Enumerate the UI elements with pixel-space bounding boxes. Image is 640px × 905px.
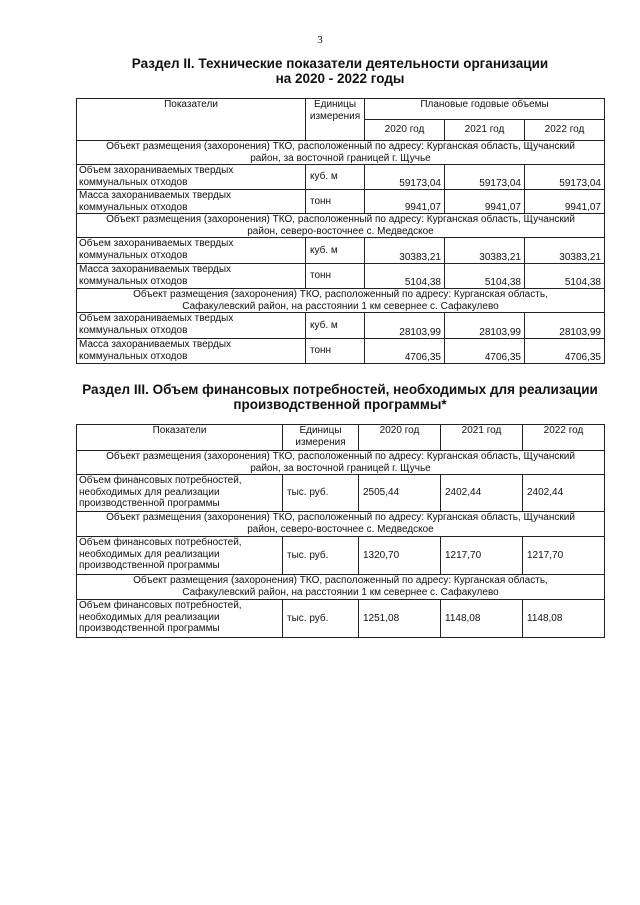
table-row: [77, 600, 605, 638]
value-2022: 5104,38: [525, 264, 605, 289]
value-2021: 4706,35: [445, 339, 525, 364]
header-units: [306, 99, 365, 141]
indicator-name-line2: необходимых для реализации: [79, 548, 220, 560]
indicator-name: [77, 537, 283, 575]
value-2020: 59173,04: [365, 165, 445, 190]
object-title-line2: район, за восточной границей г. Щучье: [250, 152, 431, 164]
indicator-name-line2: коммунальных отходов: [79, 201, 188, 213]
value-2020: 28103,99: [365, 313, 445, 339]
header-year-2020: 2020 год: [365, 120, 445, 141]
section-2-title-line2: на 2020 - 2022 годы: [275, 71, 405, 86]
indicator-name-line1: Объем финансовых потребностей,: [79, 537, 242, 548]
value-2022: 1217,70: [523, 537, 605, 575]
section-3-title: [70, 382, 610, 412]
indicator-name-line3: производственной программы: [79, 623, 220, 634]
table-row: [77, 313, 605, 339]
value-2022: 28103,99: [525, 313, 605, 339]
object-title-line2: Сафакулевский район, на расстоянии 1 км севернее с. Сафакулево: [182, 586, 499, 598]
object-title-row: [77, 289, 605, 313]
table-row: [77, 190, 605, 214]
object-title-line1: Объект размещения (захоронения) ТКО, расположенный по адресу: Курганская область,: [133, 575, 548, 586]
table-row: [77, 475, 605, 512]
value-2021: 1148,08: [441, 600, 523, 638]
indicator-name-line3: производственной программы: [79, 560, 220, 571]
value-2020: 4706,35: [365, 339, 445, 364]
object-title-line2: Сафакулевский район, на расстоянии 1 км севернее с. Сафакулево: [182, 300, 499, 312]
object-title-row: [77, 575, 605, 600]
section-2-title-line1: Раздел II. Технические показатели деятельности организации: [131, 56, 549, 71]
indicator-name-line1: Объем захораниваемых твердых: [79, 165, 234, 176]
value-2021: 2402,44: [441, 475, 523, 512]
indicator-name: [77, 190, 306, 214]
table-row: [77, 238, 605, 264]
indicator-name-line1: Масса захораниваемых твердых: [79, 190, 232, 201]
object-title-line1: Объект размещения (захоронения) ТКО, расположенный по адресу: Курганская область, Щучанский: [106, 141, 575, 152]
section-3-title-line1: Раздел III. Объем финансовых потребностей, необходимых для реализации: [82, 382, 598, 397]
header-units-line1: Единицы: [313, 99, 357, 110]
value-2020: 2505,44: [359, 475, 441, 512]
value-2020: 9941,07: [365, 190, 445, 214]
indicator-name: [77, 238, 306, 264]
value-2021: 28103,99: [445, 313, 525, 339]
object-title-line2: район, северо-восточнее с. Медведское: [247, 523, 434, 535]
indicator-name-line1: Масса захораниваемых твердых: [79, 339, 232, 350]
object-title-line1: Объект размещения (захоронения) ТКО, расположенный по адресу: Курганская область, Щучанский: [106, 214, 575, 225]
indicator-name-line3: производственной программы: [79, 498, 220, 509]
unit-cell: куб. м: [306, 165, 365, 190]
indicator-name-line2: необходимых для реализации: [79, 611, 220, 623]
indicator-name-line1: Объем финансовых потребностей,: [79, 475, 242, 486]
value-2020: 5104,38: [365, 264, 445, 289]
value-2021: 30383,21: [445, 238, 525, 264]
indicator-name: [77, 475, 283, 512]
page-number: 3: [317, 34, 323, 46]
table-row: [77, 264, 605, 289]
value-2020: 1320,70: [359, 537, 441, 575]
header-units-line2: измерения: [295, 436, 346, 448]
unit-cell: куб. м: [306, 313, 365, 339]
indicator-name-line2: необходимых для реализации: [79, 486, 220, 498]
unit-cell: тыс. руб.: [283, 475, 359, 512]
object-title-line1: Объект размещения (захоронения) ТКО, расположенный по адресу: Курганская область, Щучанский: [106, 512, 575, 523]
object-title-row: [77, 214, 605, 238]
header-year-2021: 2021 год: [441, 425, 523, 451]
indicator-name: [77, 264, 306, 289]
header-indicators: Показатели: [77, 425, 283, 451]
value-2021: 59173,04: [445, 165, 525, 190]
header-year-2020: 2020 год: [359, 425, 441, 451]
value-2022: 2402,44: [523, 475, 605, 512]
header-units-line1: Единицы: [299, 425, 342, 436]
indicator-name-line1: Объем финансовых потребностей,: [79, 600, 242, 611]
financial-needs-table: [76, 424, 605, 638]
value-2022: 59173,04: [525, 165, 605, 190]
header-year-2022: 2022 год: [523, 425, 605, 451]
object-title-row: [77, 141, 605, 165]
value-2022: 4706,35: [525, 339, 605, 364]
table-row: [77, 537, 605, 575]
indicator-name: [77, 600, 283, 638]
value-2021: 5104,38: [445, 264, 525, 289]
unit-cell: тыс. руб.: [283, 600, 359, 638]
value-2020: 30383,21: [365, 238, 445, 264]
header-year-2021: 2021 год: [445, 120, 525, 141]
section-2-title: [70, 56, 610, 86]
value-2020: 1251,08: [359, 600, 441, 638]
value-2022: 9941,07: [525, 190, 605, 214]
technical-indicators-table: [76, 98, 605, 364]
header-year-2022: 2022 год: [525, 120, 605, 141]
object-title-row: [77, 512, 605, 537]
object-title-line1: Объект размещения (захоронения) ТКО, расположенный по адресу: Курганская область,: [133, 289, 548, 300]
unit-cell: куб. м: [306, 238, 365, 264]
object-title-line2: район, северо-восточнее с. Медведское: [247, 225, 434, 237]
object-title-line1: Объект размещения (захоронения) ТКО, расположенный по адресу: Курганская область, Щучанский: [106, 451, 575, 462]
section-3-title-line2: производственной программы*: [233, 397, 447, 412]
unit-cell: тонн: [306, 264, 365, 289]
indicator-name-line2: коммунальных отходов: [79, 249, 188, 261]
header-indicators: Показатели: [77, 99, 306, 141]
table-row: [77, 165, 605, 190]
indicator-name-line2: коммунальных отходов: [79, 324, 188, 336]
value-2021: 9941,07: [445, 190, 525, 214]
indicator-name-line2: коммунальных отходов: [79, 176, 188, 188]
object-title-line2: район, за восточной границей г. Щучье: [250, 462, 431, 474]
indicator-name-line1: Масса захораниваемых твердых: [79, 264, 232, 275]
unit-cell: тонн: [306, 190, 365, 214]
table-row: [77, 339, 605, 364]
indicator-name-line1: Объем захораниваемых твердых: [79, 313, 234, 324]
unit-cell: тонн: [306, 339, 365, 364]
header-planned: Плановые годовые объемы: [365, 99, 605, 120]
indicator-name: [77, 165, 306, 190]
value-2022: 1148,08: [523, 600, 605, 638]
object-title-row: [77, 451, 605, 475]
indicator-name: [77, 339, 306, 364]
indicator-name: [77, 313, 306, 339]
unit-cell: тыс. руб.: [283, 537, 359, 575]
header-units-line2: измерения: [309, 110, 361, 122]
indicator-name-line1: Объем захораниваемых твердых: [79, 238, 234, 249]
value-2022: 30383,21: [525, 238, 605, 264]
value-2021: 1217,70: [441, 537, 523, 575]
indicator-name-line2: коммунальных отходов: [79, 350, 188, 362]
indicator-name-line2: коммунальных отходов: [79, 275, 188, 287]
header-units: [283, 425, 359, 451]
